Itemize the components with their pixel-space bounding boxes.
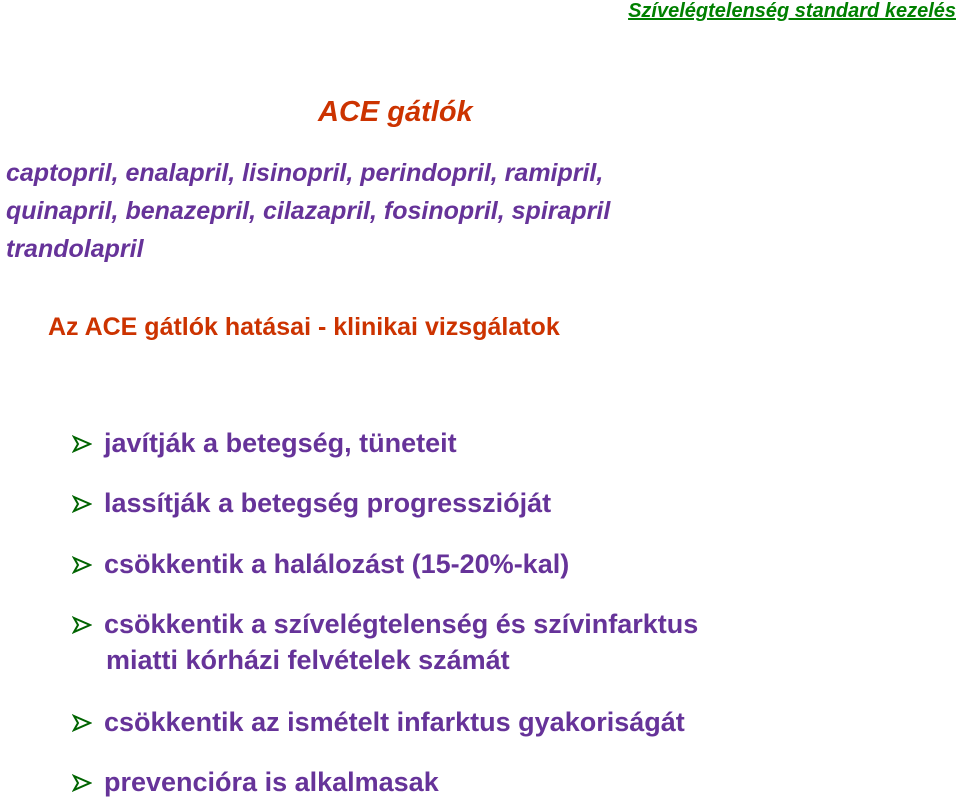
arrow-bullet-icon — [72, 556, 92, 574]
list-item — [72, 425, 457, 461]
header-link[interactable]: Szívelégtelenség standard kezelés — [628, 0, 956, 22]
list-item-text: csökkentik a szívelégtelenség és szívinfarktus — [104, 609, 699, 639]
list-item-text: csökkentik az ismételt infarktus gyakoriságát — [104, 707, 685, 737]
arrow-bullet-icon — [72, 435, 92, 453]
list-item-text: miatti kórházi felvételek számát — [106, 645, 510, 675]
list-item-text: prevencióra is alkalmasak — [104, 767, 439, 797]
section-subtitle: Az ACE gátlók hatásai - klinikai vizsgálatok — [48, 313, 560, 341]
list-item — [72, 485, 551, 521]
list-item — [72, 704, 685, 740]
list-item-text: csökkentik a halálozást (15-20%-kal) — [104, 549, 570, 579]
list-item — [72, 764, 439, 800]
list-item — [72, 606, 698, 678]
drug-list — [6, 154, 610, 268]
list-item-text: javítják a betegség, tüneteit — [104, 428, 457, 458]
drug-list-line: quinapril, benazepril, cilazapril, fosinopril, spirapril — [6, 197, 611, 225]
arrow-bullet-icon — [72, 714, 92, 732]
drug-list-line: captopril, enalapril, lisinopril, perindopril, ramipril, — [6, 159, 604, 187]
drug-list-line: trandolapril — [6, 235, 144, 263]
list-item-text: lassítják a betegség progresszióját — [104, 488, 552, 518]
page-title: ACE gátlók — [318, 96, 473, 128]
arrow-bullet-icon — [72, 616, 92, 634]
arrow-bullet-icon — [72, 774, 92, 792]
list-item — [72, 546, 569, 582]
arrow-bullet-icon — [72, 495, 92, 513]
